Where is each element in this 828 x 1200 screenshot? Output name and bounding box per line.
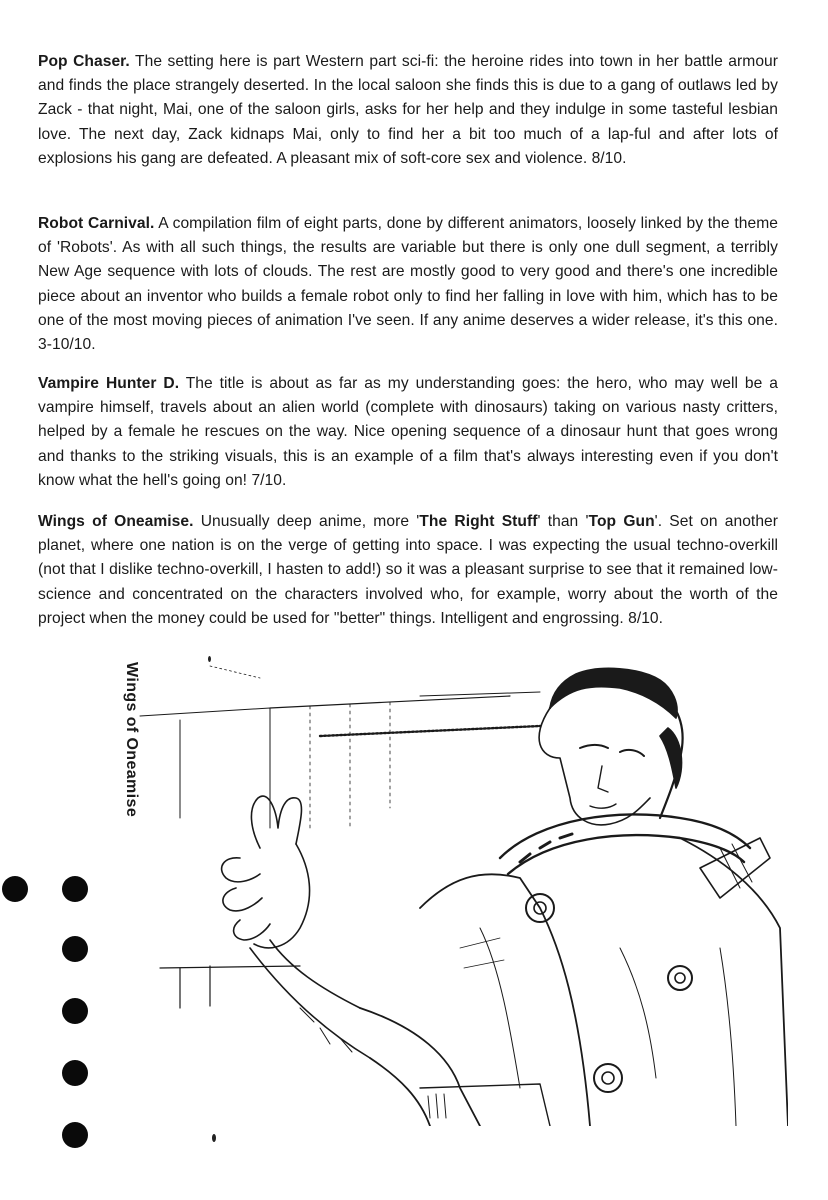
illustration — [120, 648, 788, 1126]
film-reference: The Right Stuff — [419, 513, 538, 530]
review-body: '. Set on another planet, where one nation is on the verge of getting into space. I was expecting the usual techno-overkill (not that I dislike techno-overkill, I hasten to add!) so it was a pleasant surprise to see that it remained low-science and concentrated on the characters involved who, for example, worry about the worth of the project when the money could be used for "better" things. Intelligent and engrossing. 8/10. — [38, 513, 779, 627]
film-reference: Top Gun — [588, 513, 655, 530]
review-body: A compilation film of eight parts, done by different animators, loosely linked by the theme of 'Robots'. As with all such things, the results are variable but there is only one dull segment, a terribly New Age sequence with lots of clouds. The rest are mostly good to very good and there's one incredible piece about an inventor who builds a female robot only to find her falling in love with him, which has to be one of the most moving pieces of animation I've seen. If any anime deserves a wider release, it's this one. 3-10/10. — [38, 215, 778, 354]
review-body: Unusually deep anime, more ' — [193, 513, 420, 530]
review-body: ' than ' — [537, 513, 589, 530]
binder-hole — [62, 936, 88, 962]
binder-hole — [62, 1122, 88, 1148]
binder-hole — [2, 876, 28, 902]
review-body: The title is about as far as my understanding goes: the hero, who may well be a vampire himself, travels about an alien world (complete with dinosaurs) taking on various nasty critters, helped by a female he rescues on the way. Nice opening sequence of a dinosaur hunt that goes wrong and thanks to the striking visuals, this is an example of a film that's always interesting even if you don't know what the hell's going on! 7/10. — [38, 375, 778, 489]
review-title: Vampire Hunter D. — [38, 375, 180, 392]
binder-hole — [62, 1060, 88, 1086]
review-title: Pop Chaser. — [38, 53, 130, 70]
review-robot-carnival — [38, 212, 778, 357]
binder-hole — [62, 998, 88, 1024]
scan-speck — [208, 656, 211, 662]
review-wings-of-oneamise — [38, 510, 778, 631]
review-body: The setting here is part Western part sci-fi: the heroine rides into town in her battle armour and finds the place strangely deserted. In the local saloon she finds this is due to a gang of outlaws led by Zack - that night, Mai, one of the saloon girls, asks for her help and they indulge in some tasteful lesbian love. The next day, Zack kidnaps Mai, only to find her a bit too much of a lap-ful and after lots of explosions his gang are defeated. A pleasant mix of soft-core sex and violence. 8/10. — [38, 53, 779, 167]
binder-hole — [62, 876, 88, 902]
review-title: Wings of Oneamise. — [38, 513, 194, 530]
review-pop-chaser — [38, 50, 778, 171]
illustration-caption: Wings of Oneamise — [123, 662, 140, 818]
scan-speck — [212, 1134, 216, 1142]
review-title: Robot Carnival. — [38, 215, 155, 232]
review-vampire-hunter-d — [38, 372, 778, 493]
